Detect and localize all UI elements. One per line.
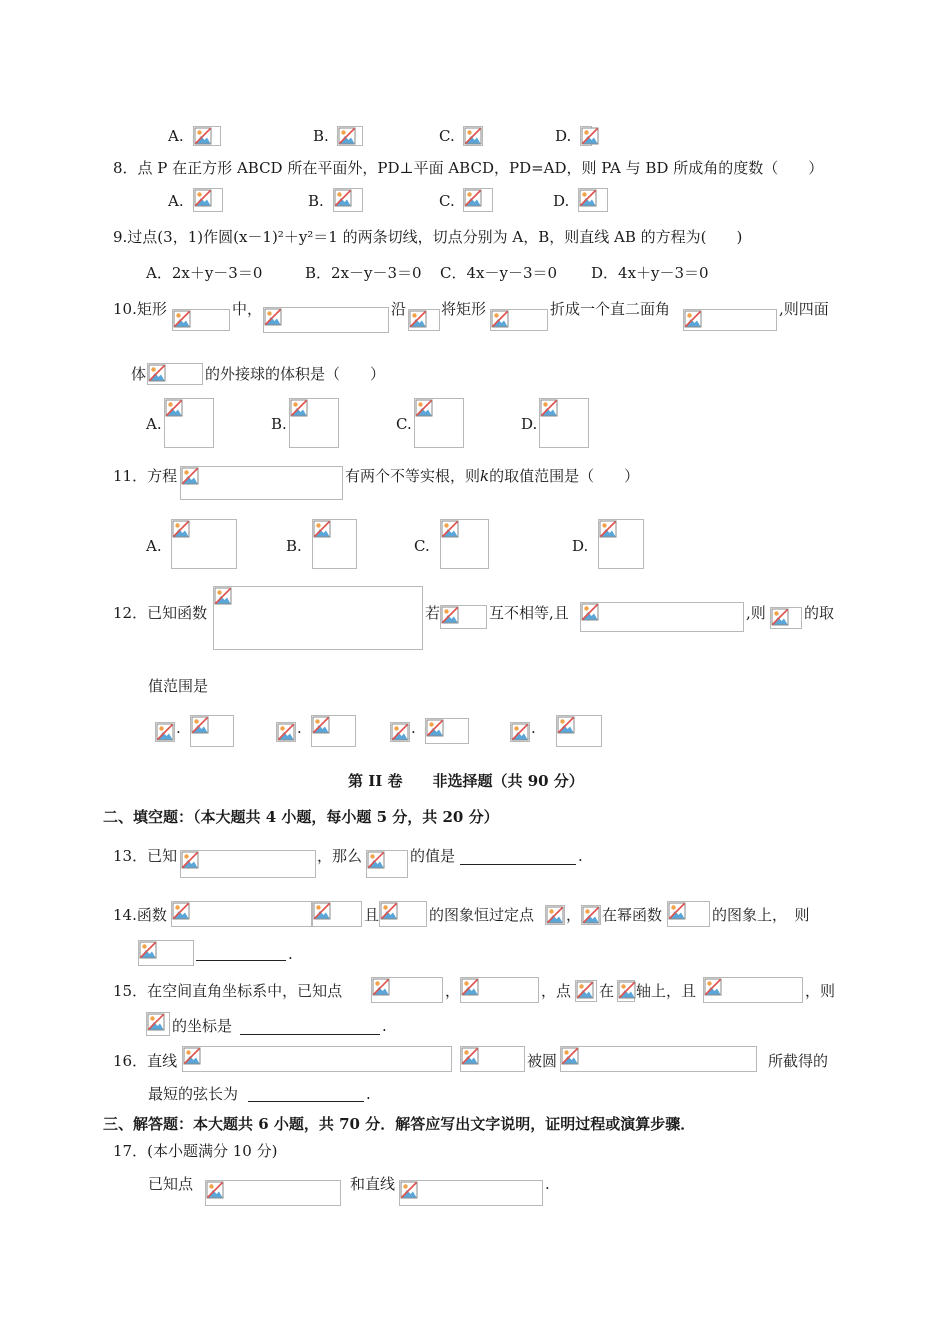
q15-text-2: ， (445, 982, 461, 1000)
q16-answer-blank (248, 1101, 364, 1102)
q12-text-6: 值范围是 (148, 677, 209, 695)
q15-image-3 (575, 980, 597, 1002)
broken-image-icon (165, 399, 183, 417)
broken-image-icon (380, 902, 398, 920)
q12-option-d-label-image (510, 722, 530, 742)
broken-image-icon (557, 716, 575, 734)
q10-image-5 (683, 309, 777, 331)
q16-text-3: 所截得的 (768, 1052, 829, 1070)
broken-image-icon (338, 127, 356, 145)
broken-image-icon (334, 189, 352, 207)
section-3-heading: 三、解答题：本大题共 6 小题，共 70 分．解答应写出文字说明，证明过程或演算步骤． (103, 1115, 696, 1133)
q16-text-4: 最短的弦长为 (148, 1085, 239, 1103)
q9-stem: 9.过点(3，1)作圆(x－1)²＋y²＝1 的两条切线，切点分别为 A，B，则直线 AB 的方程为( ) (113, 228, 743, 246)
broken-image-icon (684, 310, 702, 328)
q14-text-1: 14.函数 (113, 906, 167, 924)
q12-option-d-dot: . (531, 719, 536, 737)
section-2-heading: 第 II 卷 非选择题（共 90 分） (348, 772, 584, 790)
q8-option-a-image (193, 188, 223, 212)
q8-option-c-image (463, 188, 493, 212)
q8-option-d-label: D. (553, 192, 570, 210)
q10-image-2 (263, 307, 389, 333)
broken-image-icon (313, 520, 331, 538)
q12-text-3: 互不相等,且 (489, 604, 569, 622)
broken-image-icon (264, 308, 282, 326)
broken-image-icon (581, 127, 599, 145)
broken-image-icon (156, 723, 174, 741)
q17-end: . (545, 1175, 550, 1193)
q11-option-a-label: A. (146, 537, 162, 555)
q14-text-6: 的图象上， 则 (712, 906, 810, 924)
q14-image-7 (138, 940, 194, 966)
broken-image-icon (441, 606, 459, 624)
q10-text-5: 折成一个直二面角 (550, 300, 671, 318)
q11-option-b-image (312, 519, 357, 569)
broken-image-icon (172, 520, 190, 538)
broken-image-icon (618, 981, 636, 999)
broken-image-icon (426, 719, 444, 737)
q13-end: . (578, 847, 583, 865)
broken-image-icon (191, 716, 209, 734)
broken-image-icon (576, 981, 594, 999)
q16-image-1 (182, 1046, 452, 1072)
q11-option-c-image (440, 519, 489, 569)
q17-text-2: 和直线 (350, 1175, 396, 1193)
broken-image-icon (599, 520, 617, 538)
broken-image-icon (415, 399, 433, 417)
broken-image-icon (148, 364, 166, 382)
q10-image-4 (490, 309, 548, 331)
q12-option-c-label-image (390, 722, 410, 742)
q15-end: . (382, 1017, 387, 1035)
broken-image-icon (461, 978, 479, 996)
q11-option-c-label: C. (414, 537, 430, 555)
q12-option-b-label-image (276, 722, 296, 742)
broken-image-icon (139, 941, 157, 959)
broken-image-icon (367, 851, 385, 869)
q14-image-3 (379, 901, 427, 927)
q15-text-4: 在 (599, 982, 615, 1000)
q11-option-a-image (171, 519, 237, 569)
broken-image-icon (214, 587, 232, 605)
broken-image-icon (581, 603, 599, 621)
q11-option-d-image (598, 519, 644, 569)
q10-text-2: 中， (232, 300, 263, 318)
fill-in-heading: 二、填空题：（本大题共 4 小题，每小题 5 分，共 20 分） (103, 808, 499, 826)
broken-image-icon (409, 310, 427, 328)
broken-image-icon (290, 399, 308, 417)
q17-text-1: 已知点 (148, 1175, 194, 1193)
q16-image-3 (560, 1046, 757, 1072)
q13-image-1 (180, 850, 316, 878)
q15-text-7: 的坐标是 (172, 1017, 233, 1035)
q15-text-6: ，则 (805, 982, 836, 1000)
q13-text-3: 的值是 (410, 847, 456, 865)
q7-option-b-label: B. (313, 127, 329, 145)
q16-end: . (366, 1085, 371, 1103)
broken-image-icon (194, 189, 212, 207)
broken-image-icon (183, 1047, 201, 1065)
q11-option-d-label: D. (572, 537, 589, 555)
broken-image-icon (206, 1181, 224, 1199)
q16-image-2 (460, 1046, 525, 1072)
broken-image-icon (668, 902, 686, 920)
q11-image-equation (180, 466, 343, 500)
q8-stem: 8．点 P 在正方形 ABCD 所在平面外，PD⊥平面 ABCD，PD=AD，则 PA 与 BD 所成角的度数（ ） (113, 159, 824, 177)
broken-image-icon (441, 520, 459, 538)
q10-text-3: 沿 (391, 300, 407, 318)
broken-image-icon (400, 1181, 418, 1199)
q15-image-6 (146, 1012, 170, 1036)
q14-image-1 (171, 901, 312, 927)
q10-option-b-label: B. (271, 415, 287, 433)
broken-image-icon (511, 723, 529, 741)
q12-option-a-label-image (155, 722, 175, 742)
broken-image-icon (312, 716, 330, 734)
q11-variable-k: k (480, 467, 490, 485)
q14-image-5 (581, 905, 601, 925)
q12-option-b-image (311, 715, 356, 747)
q10-option-c-label: C. (396, 415, 412, 433)
q13-image-2 (366, 850, 408, 878)
q14-text-2: 且 (364, 906, 380, 924)
broken-image-icon (464, 127, 482, 145)
broken-image-icon (277, 723, 295, 741)
q10-option-a-label: A. (146, 415, 162, 433)
broken-image-icon (582, 906, 600, 924)
q15-answer-blank (240, 1034, 380, 1035)
q11-text-2 (345, 466, 639, 486)
q9-option-b: B．2x－y－3＝0 (305, 264, 422, 282)
broken-image-icon (461, 1047, 479, 1065)
q10-option-b-image (289, 398, 339, 448)
q14-text-5: 在幂函数 (602, 906, 663, 924)
broken-image-icon (579, 189, 597, 207)
q11-text-3: 的取值范围是（ ） (489, 467, 640, 485)
q12-option-a-dot: . (176, 719, 181, 737)
q7-option-d-image (580, 126, 592, 146)
q7-option-c-image (463, 126, 483, 146)
q12-option-d-image (556, 715, 602, 747)
q14-image-4 (545, 905, 565, 925)
q10-image-3 (408, 309, 440, 331)
q7-option-b-image (337, 126, 363, 146)
q8-option-d-image (578, 188, 608, 212)
broken-image-icon (546, 906, 564, 924)
q10-option-d-image (539, 398, 589, 448)
broken-image-icon (771, 608, 789, 626)
q10-image-6 (147, 363, 203, 385)
q9-option-c: C．4x－y－3＝0 (440, 264, 558, 282)
broken-image-icon (561, 1047, 579, 1065)
q12-text-5: 的取 (804, 604, 835, 622)
q8-option-a-label: A. (168, 192, 184, 210)
q15-image-1 (371, 977, 443, 1003)
q10-option-d-label: D. (521, 415, 538, 433)
q10-text-4: 将矩形 (441, 300, 487, 318)
q11-text-1: 11．方程 (113, 467, 178, 485)
q10-text-6: ,则四面 (779, 300, 829, 318)
q12-text-2: 若 (425, 604, 441, 622)
q16-text-1: 16．直线 (113, 1052, 178, 1070)
q17-image-1 (205, 1180, 341, 1206)
q10-text-7: 体 (131, 365, 147, 383)
broken-image-icon (194, 127, 212, 145)
q12-image-3 (580, 602, 744, 632)
q10-image-1 (172, 309, 230, 331)
q7-option-a-label: A. (168, 127, 184, 145)
q14-text-4: ， (566, 906, 582, 924)
q7-option-c-label: C. (439, 127, 455, 145)
q10-text-1: 10.矩形 (113, 300, 167, 318)
q17-heading: 17．(本小题满分 10 分) (113, 1142, 278, 1160)
broken-image-icon (464, 189, 482, 207)
q15-image-4 (617, 980, 635, 1002)
broken-image-icon (704, 978, 722, 996)
q12-option-c-image (425, 718, 469, 744)
q12-option-a-image (190, 715, 234, 747)
broken-image-icon (540, 399, 558, 417)
broken-image-icon (181, 851, 199, 869)
broken-image-icon (173, 310, 191, 328)
q9-option-a: A．2x＋y－3＝0 (146, 264, 263, 282)
q12-text-4: ,则 (746, 604, 766, 622)
q7-option-a-image (193, 126, 221, 146)
q8-option-b-label: B. (308, 192, 324, 210)
q11-option-b-label: B. (286, 537, 302, 555)
q10-option-c-image (414, 398, 464, 448)
q12-image-function (213, 586, 423, 650)
q14-answer-blank (196, 960, 286, 961)
q15-image-2 (460, 977, 539, 1003)
q14-end: . (288, 945, 293, 963)
broken-image-icon (181, 467, 199, 485)
q15-text-3: ，点 (541, 982, 572, 1000)
broken-image-icon (391, 723, 409, 741)
q13-text-2: ，那么 (317, 847, 363, 865)
q10-option-a-image (164, 398, 214, 448)
q12-image-4 (770, 607, 802, 629)
broken-image-icon (147, 1013, 165, 1031)
q17-image-2 (399, 1180, 543, 1206)
q16-text-2: 被圆 (527, 1052, 558, 1070)
q15-image-5 (703, 977, 803, 1003)
broken-image-icon (172, 902, 190, 920)
broken-image-icon (313, 902, 331, 920)
q7-option-d-label: D. (555, 127, 572, 145)
broken-image-icon (372, 978, 390, 996)
q9-option-d: D．4x＋y－3＝0 (591, 264, 709, 282)
q13-answer-blank (460, 864, 576, 865)
q13-text-1: 13．已知 (113, 847, 178, 865)
q14-image-2 (312, 901, 362, 927)
q12-image-2 (440, 605, 487, 629)
q15-text-1: 15．在空间直角坐标系中，已知点 (113, 982, 343, 1000)
q15-text-5: 轴上，且 (636, 982, 697, 1000)
q10-text-8: 的外接球的体积是（ ） (205, 365, 386, 383)
q12-option-c-dot: . (411, 719, 416, 737)
q8-option-b-image (333, 188, 363, 212)
broken-image-icon (491, 310, 509, 328)
q11-text-2a: 有两个不等实根，则 (345, 467, 481, 485)
q8-option-c-label: C. (439, 192, 455, 210)
q14-image-6 (667, 901, 710, 927)
q12-text-1: 12．已知函数 (113, 604, 208, 622)
q14-text-3: 的图象恒过定点 (429, 906, 535, 924)
q12-option-b-dot: . (297, 719, 302, 737)
